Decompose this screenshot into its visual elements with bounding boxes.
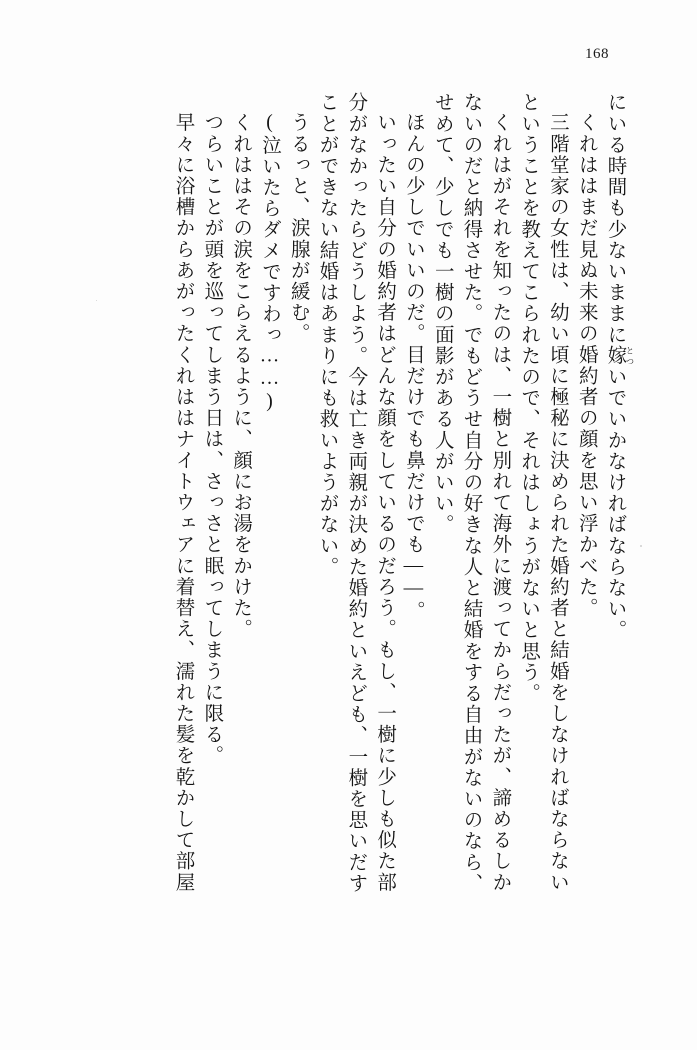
text-column: (泣いたらダメですわっ……) [258,112,280,414]
text-column: 分がなかったらどうしよう。今は亡き両親が決めた婚約といえども、一樹を思いだす [345,92,367,894]
text-column: 三階堂家の女性は、幼い頃に極秘に決められた婚約者と結婚をしなければならない [546,112,568,893]
text-column: いったい自分の婚約者はどんな顔をしているのだろう。もし、一樹に少しも似た部 [374,112,396,893]
text-column: くれははその涙をこらえるように、顔にお湯をかけた。 [230,112,252,640]
text-column: くれははまだ見ぬ未来の婚約者の顔を思い浮かべた。 [575,112,597,619]
text-column: つらいことが頭を巡ってしまう日は、さっさと眠ってしまうに限る。 [201,112,223,767]
text-column: ということを教えてこられたので、それはしょうがないと思う。 [518,92,540,704]
text-column: ほんの少しでいいのだ。目だけでも鼻だけでも――。 [402,112,424,622]
text-column: ことができない結婚はあまりにも救いようがない。 [316,92,338,578]
text-column: 早々に浴槽からあがったくれははナイトウェアに着替え、濡れた髪を乾かして部屋 [172,112,194,893]
page-number: 168 [585,46,609,62]
text-column: にいる時間も少ないままに嫁 とついでいかなければならない。 [604,92,635,641]
page-speck [96,300,97,301]
page-speck [640,545,642,547]
text-column: せめて、少しでも一樹の面影がある人がいい。 [431,92,453,536]
text-column: うるっと、涙腺が緩む。 [287,112,309,345]
text-column: ないのだと納得させた。でもどうせ自分の好きな人と結婚をする自由がないのなら、 [460,92,482,894]
text-column: くれはがそれを知ったのは、一樹と別れて海外に渡ってからだったが、諦めるしか [489,112,511,893]
ruby-annotation: 嫁 とつ [604,345,635,367]
vertical-text-block [65,92,635,960]
